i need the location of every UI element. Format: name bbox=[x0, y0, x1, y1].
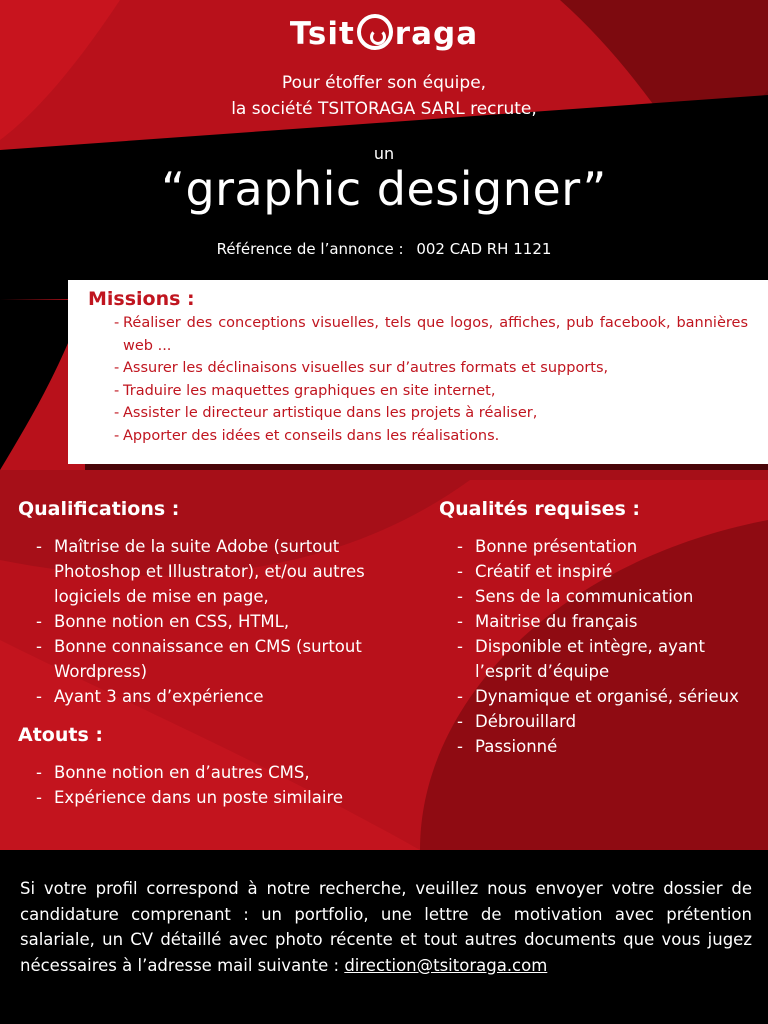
list-item: - Traduire les maquettes graphiques en site internet, bbox=[114, 380, 748, 403]
logo-text-end: raga bbox=[394, 16, 479, 52]
intro-text bbox=[0, 70, 768, 122]
intro-line-1: Pour étoffer son équipe, bbox=[281, 73, 487, 93]
list-item: - Réaliser des conceptions visuelles, tels que logos, affiches, pub facebook, bannières web ... bbox=[114, 312, 748, 357]
left-column bbox=[18, 497, 418, 810]
qualites-title: Qualités requises : bbox=[439, 498, 641, 520]
qualifications-section bbox=[18, 497, 418, 709]
missions-list bbox=[88, 312, 748, 447]
list-item: - Assister le directeur artistique dans les projets à réaliser, bbox=[114, 402, 748, 425]
atouts-list bbox=[18, 760, 418, 810]
list-item: - Expérience dans un poste similaire bbox=[36, 785, 418, 810]
missions-section bbox=[68, 280, 768, 464]
atouts-section bbox=[18, 723, 418, 810]
reference-value: 002 CAD RH 1121 bbox=[416, 240, 552, 258]
list-item: - Apporter des idées et conseils dans les réalisations. bbox=[114, 425, 748, 448]
list-item: - Créatif et inspiré bbox=[457, 559, 759, 584]
list-item: - Sens de la communication bbox=[457, 584, 759, 609]
application-footer bbox=[0, 850, 768, 1024]
company-logo bbox=[0, 14, 768, 52]
logo-text-start: Tsit bbox=[289, 16, 355, 52]
job-article: un bbox=[373, 144, 395, 163]
missions-title: Missions : bbox=[88, 288, 195, 310]
job-title: “graphic designer” bbox=[161, 162, 607, 216]
list-item: - Bonne connaissance en CMS (surtout Wordpress) bbox=[36, 634, 418, 684]
reference-label: Référence de l’annonce : bbox=[216, 240, 404, 258]
job-reference bbox=[0, 240, 768, 258]
qualifications-list bbox=[18, 534, 418, 709]
logo-circle-icon bbox=[357, 14, 393, 50]
list-item: - Maîtrise de la suite Adobe (surtout Photoshop et Illustrator), et/ou autres logiciels de mise en page, bbox=[36, 534, 418, 609]
list-item: - Disponible et intègre, ayant l’esprit d’équipe bbox=[457, 634, 759, 684]
list-item: - Passionné bbox=[457, 734, 759, 759]
footer-text: Si votre profil correspond à notre recherche, veuillez nous envoyer votre dossier de candidature comprenant : un portfolio, une lettre de motivation avec prétention salariale, un CV détaillé avec photo récente et tout autres documents que vous jugez nécessaires à l’adresse mail suivante : bbox=[20, 879, 752, 975]
list-item: - Bonne présentation bbox=[457, 534, 759, 559]
list-item: - Ayant 3 ans d’expérience bbox=[36, 684, 418, 709]
intro-line-2: la société TSITORAGA SARL recrute, bbox=[231, 99, 537, 119]
qualites-list bbox=[439, 534, 759, 759]
list-item: - Dynamique et organisé, sérieux bbox=[457, 684, 759, 709]
email-link[interactable]: direction@tsitoraga.com bbox=[344, 955, 548, 975]
list-item: - Assurer les déclinaisons visuelles sur d’autres formats et supports, bbox=[114, 357, 748, 380]
list-item: - Maitrise du français bbox=[457, 609, 759, 634]
list-item: - Bonne notion en CSS, HTML, bbox=[36, 609, 418, 634]
application-instructions bbox=[20, 876, 752, 978]
qualifications-title: Qualifications : bbox=[18, 498, 180, 520]
list-item: - Débrouillard bbox=[457, 709, 759, 734]
atouts-title: Atouts : bbox=[18, 724, 103, 746]
qualites-section bbox=[439, 497, 759, 759]
list-item: - Bonne notion en d’autres CMS, bbox=[36, 760, 418, 785]
